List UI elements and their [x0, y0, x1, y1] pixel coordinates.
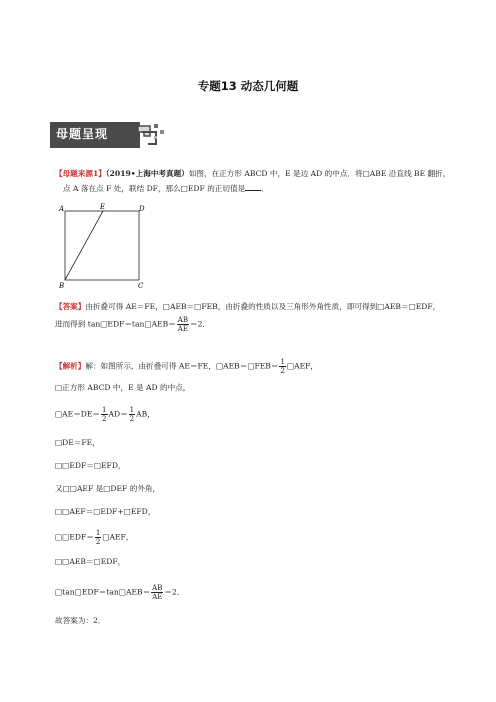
answer-line-1: 【答案】由折叠可得 AE＝FE，□AEB＝□FEB，由折叠的性质以及三角形外角性质，即可得到□AEB＝□EDF，	[55, 302, 441, 311]
analysis-line-4: □DE＝FE，	[55, 438, 100, 447]
segment-be	[65, 211, 103, 280]
analysis-line-6: 又□□AEF 是□DEF 的外角，	[55, 484, 161, 493]
analysis-line-8: □□EDF＝ $\frac{1}{2}$ □AEF，	[55, 529, 134, 546]
label-e: E	[100, 203, 106, 211]
square-abcd	[65, 211, 139, 280]
label-c: C	[138, 282, 144, 290]
analysis-line-2: □正方形 ABCD 中，E 是 AD 的中点，	[55, 383, 191, 392]
label-d: D	[139, 205, 145, 213]
banner-label: 母题呈现	[56, 127, 109, 141]
problem-text-1: 如图，在正方形 ABCD 中，E 是边 AD 的中点．将□ABE 沿直线 BE 翻折，	[188, 169, 451, 178]
analysis-line-9: □□AEB＝□EDF，	[55, 557, 126, 566]
answer-tag: 【答案】	[55, 302, 86, 311]
problem-tag: 【母题来源1】	[55, 169, 106, 178]
problem-line-2: 点 A 落在点 F 处，联结 DF，那么□EDF 的正切值是 ．	[63, 184, 269, 193]
label-b: B	[59, 282, 65, 290]
final-answer: 故答案为：2．	[55, 616, 106, 625]
analysis-tag: 【解析】	[55, 361, 86, 371]
analysis-line-10: □tan□EDF＝tan□AEB＝ $\frac{AB}{AE}$ ＝2．	[55, 584, 185, 601]
problem-line-1	[55, 169, 450, 179]
fraction-ab-ae: $\frac{AB}{AE}$	[177, 316, 188, 333]
fraction-half: $\frac{1}{2}$	[280, 358, 285, 375]
analysis-line-3: □AE＝DE＝ $\frac{1}{2}$ AD＝ $\frac{1}{2}$ AB，	[55, 406, 155, 423]
answer-line-2: 进而得到 tan□EDF＝tan□AEB＝ $\frac{AB}{AE}$ ＝2．	[55, 316, 211, 333]
square-figure	[56, 200, 150, 292]
analysis-line-5: □□EDF＝□EFD，	[55, 461, 126, 470]
page-title: 专题13 动态几何题	[197, 79, 299, 93]
analysis-line-7: □□AEF＝□EDF+□EFD，	[55, 507, 156, 516]
answer-blank	[245, 182, 261, 191]
analysis-line-1: 【解析】解：如图所示，由折叠可得 AE＝FE，□AEB＝□FEB＝ $\frac{1}{2}$ □AEF，	[55, 358, 319, 375]
label-a: A	[59, 205, 65, 213]
problem-text-2: 点 A 落在点 F 处，联结 DF，那么□EDF 的正切值是	[63, 184, 246, 193]
problem-source: （2019•上海中考真题）	[105, 169, 189, 178]
